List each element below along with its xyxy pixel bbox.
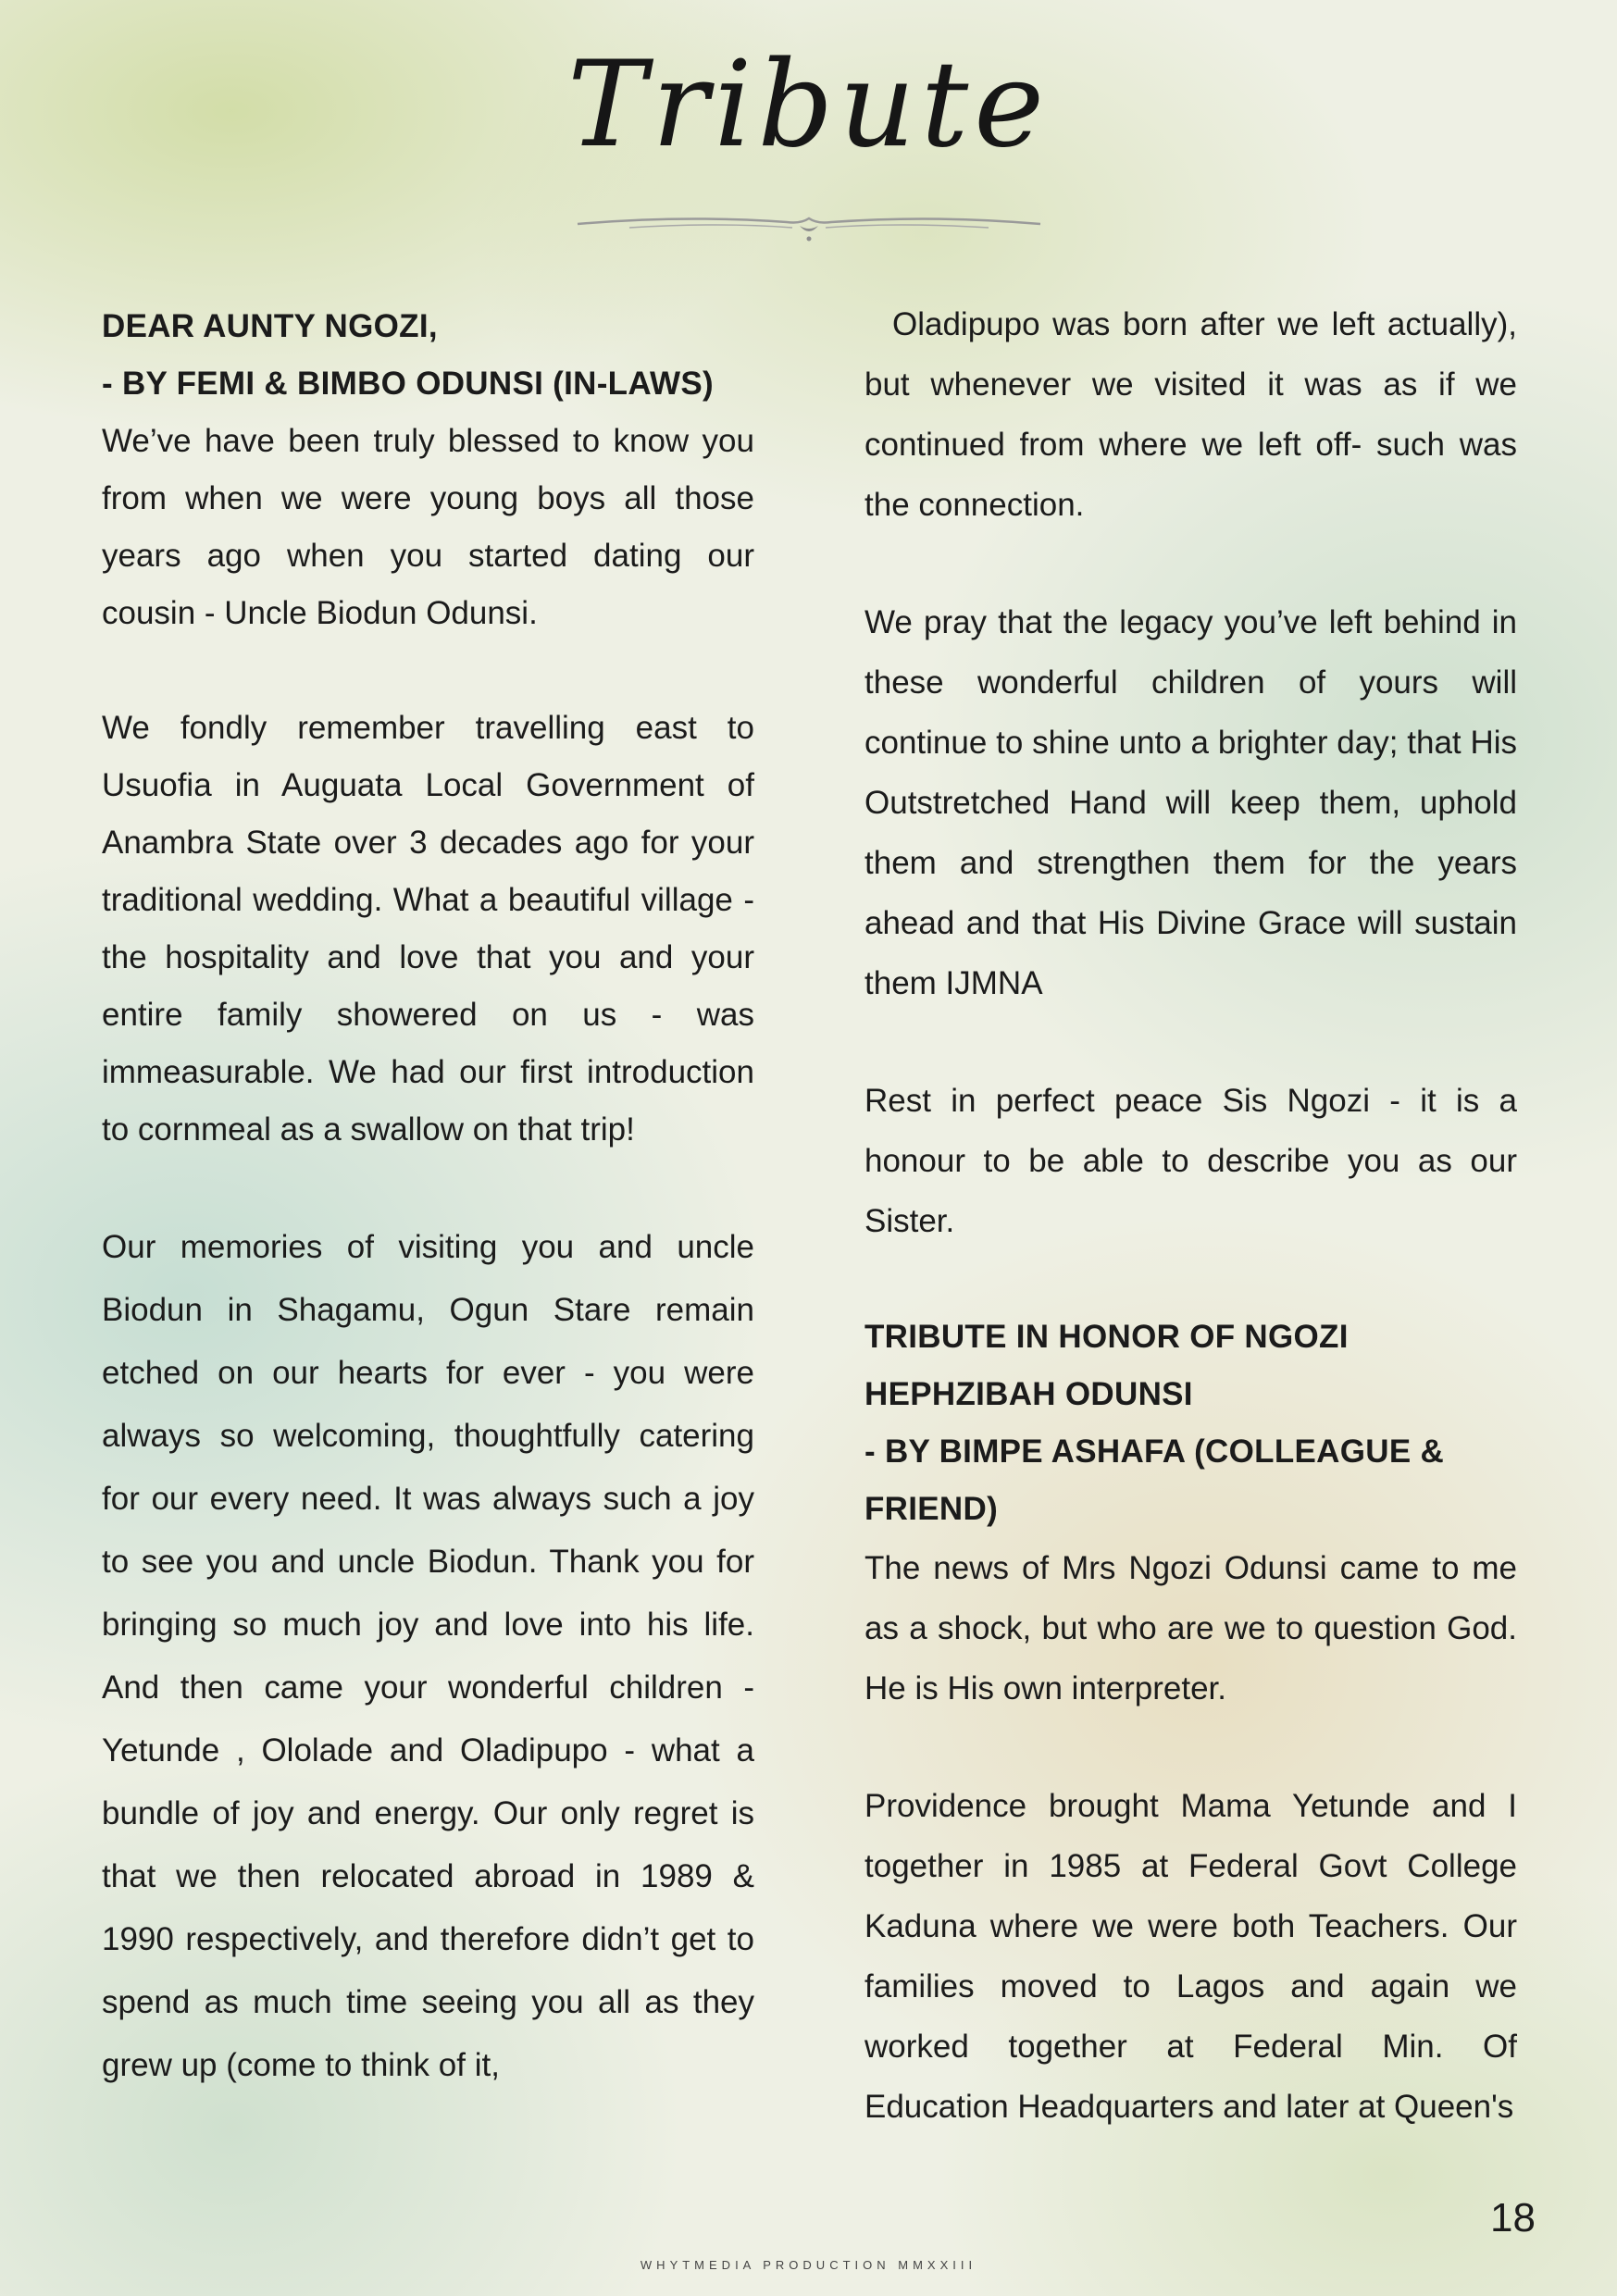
- tribute-heading-bimpe-ashafa: [864, 1309, 1517, 1538]
- heading-byline: - BY FEMI & BIMBO ODUNSI (IN-LAWS): [102, 366, 714, 402]
- paragraph: Rest in perfect peace Sis Ngozi - it is a honour to be able to describe you as our Sister.: [864, 1083, 1517, 1239]
- right-column: [864, 294, 1517, 2137]
- heading-salutation: DEAR AUNTY NGOZI,: [102, 308, 438, 344]
- paragraph: The news of Mrs Ngozi Odunsi came to me as a shock, but who are we to question God. He is His own interpreter.: [864, 1550, 1517, 1706]
- paragraph: Providence brought Mama Yetunde and I together in 1985 at Federal Govt College Kaduna where we were both Teachers. Our families moved to Lagos and again we worked together at Federal Min. Of Education Headquarters and later at Queen's: [864, 1788, 1517, 2125]
- paragraph: We’ve have been truly blessed to know you from when we were young boys all those years ago when you started dating our cousin - Uncle Biodun Odunsi.: [102, 423, 754, 631]
- flourish-divider-icon: [574, 205, 1044, 242]
- heading-title: TRIBUTE IN HONOR OF NGOZI HEPHZIBAH ODUNSI: [864, 1319, 1349, 1412]
- paragraph: We pray that the legacy you’ve left behind in these wonderful children of yours will continue to shine unto a brighter day; that His Outstretched Hand will keep them, uphold them and strengthen them for the years ahead and that His Divine Grace will sustain them IJMNA: [864, 604, 1517, 1001]
- left-column: [102, 298, 754, 2097]
- tribute-heading-femi-bimbo: [102, 298, 754, 413]
- footer-credit: WHYTMEDIA PRODUCTION MMXXIII: [640, 2258, 977, 2272]
- heading-byline: - BY BIMPE ASHAFA (COLLEAGUE & FRIEND): [864, 1433, 1445, 1527]
- paragraph: Oladipupo was born after we left actually), but whenever we visited it was as if we continued from where we left off- such was the connection.: [864, 306, 1517, 523]
- page-number: 18: [1490, 2195, 1536, 2240]
- page-title: Tribute: [566, 36, 1051, 174]
- paragraph: We fondly remember travelling east to Usuofia in Auguata Local Government of Anambra State over 3 decades ago for your traditional wedding. What a beautiful village - the hospitality and love that you and your entire family showered on us - was immeasurable. We had our first introduction to cornmeal as a swallow on that trip!: [102, 710, 754, 1148]
- paragraph: Our memories of visiting you and uncle Biodun in Shagamu, Ogun Stare remain etched on our hearts for ever - you were always so welcoming, thoughtfully catering for our every need. It was always such a joy to see you and uncle Biodun. Thank you for bringing so much joy and love into his life. And then came your wonderful children - Yetunde , Ololade and Oladipupo - what a bundle of joy and energy. Our only regret is that we then relocated abroad in 1989 & 1990 respectively, and therefore didn’t get to spend as much time seeing you all as they grew up (come to think of it,: [102, 1229, 754, 2083]
